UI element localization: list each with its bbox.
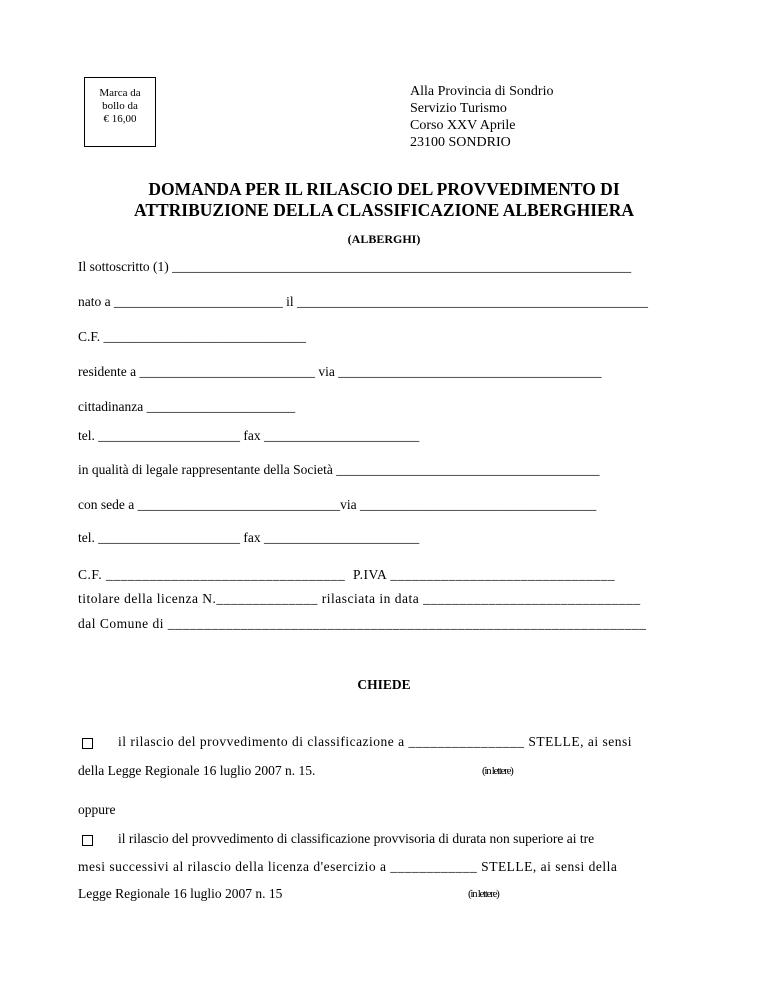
stamp-line-2: bollo da xyxy=(102,100,138,112)
option-1-checkbox[interactable] xyxy=(82,738,93,749)
field-phone-fax[interactable]: tel. _____________________ fax _______________________ xyxy=(78,428,420,443)
option-2-text-line-2: mesi successivi al rilascio della licenza d'esercizio a ____________ STELLE, ai sensi della xyxy=(78,859,618,874)
field-municipality[interactable]: dal Comune di __________________________________________________________________ xyxy=(78,616,647,631)
option-1-text-line-2: della Legge Regionale 16 luglio 2007 n. 15. xyxy=(78,763,316,778)
option-1-note: (in lettere) xyxy=(482,765,513,777)
option-2-checkbox[interactable] xyxy=(82,835,93,846)
field-legal-representative[interactable]: in qualità di legale rappresentante della Società _______________________________________ xyxy=(78,462,600,477)
field-residence[interactable]: residente a __________________________ via _______________________________________ xyxy=(78,364,602,379)
revenue-stamp-box xyxy=(84,77,156,147)
field-company-address[interactable]: con sede a ______________________________via ___________________________________ xyxy=(78,497,597,512)
stamp-line-3: € 16,00 xyxy=(103,113,137,125)
field-citizenship[interactable]: cittadinanza ______________________ xyxy=(78,399,296,414)
oppure-label: oppure xyxy=(78,802,116,817)
document-subtitle: (ALBERGHI) xyxy=(347,232,421,246)
recipient-line-3: Corso XXV Aprile xyxy=(410,118,516,133)
option-2-text-line-3: Legge Regionale 16 luglio 2007 n. 15 xyxy=(78,886,283,901)
option-1-text-line-1: il rilascio del provvedimento di classificazione a ________________ STELLE, ai sensi xyxy=(118,734,633,749)
field-tax-code[interactable]: C.F. ______________________________ xyxy=(78,329,307,344)
field-birth[interactable]: nato a _________________________ il ____________________________________________________ xyxy=(78,294,648,309)
option-2-note: (in lettere) xyxy=(468,888,499,900)
document-title-line-2: ATTRIBUZIONE DELLA CLASSIFICAZIONE ALBERGHIERA xyxy=(133,200,634,220)
stamp-line-1: Marca da xyxy=(99,87,141,99)
document-title-line-1: DOMANDA PER IL RILASCIO DEL PROVVEDIMENTO DI xyxy=(148,179,620,199)
field-company-phone-fax[interactable]: tel. _____________________ fax _______________________ xyxy=(78,530,420,545)
option-2-text-line-1: il rilascio del provvedimento di classificazione provvisoria di durata non superiore ai tre xyxy=(118,831,595,846)
field-license[interactable]: titolare della licenza N.______________ rilasciata in data ______________________________ xyxy=(78,591,641,606)
section-heading-chiede: CHIEDE xyxy=(357,677,411,692)
field-undersigned[interactable]: Il sottoscritto (1) ____________________________________________________________________ xyxy=(78,259,632,274)
field-company-tax-vat[interactable]: C.F. _________________________________ P.IVA _______________________________ xyxy=(78,567,616,582)
recipient-line-2: Servizio Turismo xyxy=(410,101,507,116)
recipient-line-1: Alla Provincia di Sondrio xyxy=(410,84,554,99)
recipient-line-4: 23100 SONDRIO xyxy=(410,135,511,150)
